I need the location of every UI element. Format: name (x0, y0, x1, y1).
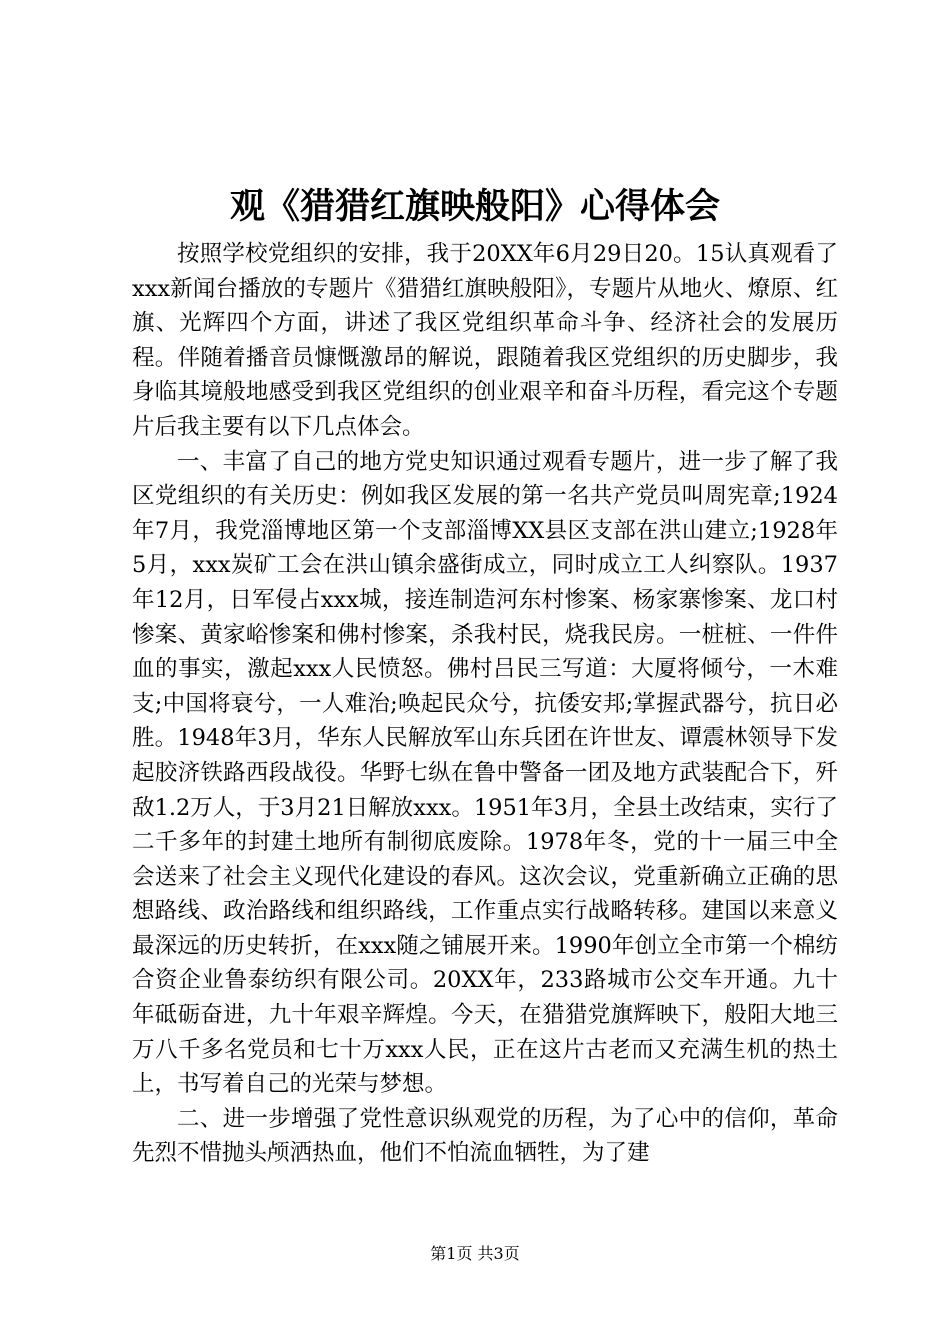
document-body (132, 237, 838, 1171)
paragraph-point-two: 二、进一步增强了党性意识纵观党的历程，为了心中的信仰，革命先烈不惜抛头颅洒热血，他们不怕流血牺牲，为了建 (132, 1105, 838, 1167)
document-title: 观《猎猎红旗映般阳》心得体会 (229, 186, 720, 227)
paragraph-point-one: 一、丰富了自己的地方党史知识通过观看专题片，进一步了解了我区党组织的有关历史：例如我区发展的第一名共产党员叫周宪章;1924年7月，我党淄博地区第一个支部淄博XX县区支部在洪山建立;1928年5月，xxx炭矿工会在洪山镇余盛街成立，同时成立工人纠察队。1937年12月，日军侵占xxx城，接连制造河东村惨案、杨家寨惨案、龙口村惨案、黄家峪惨案和佛村惨案，杀我村民，烧我民房。一桩桩、一件件血的事实，激起xxx人民愤怒。佛村吕民三写道：大厦将倾兮，一木难支;中国将衰兮，一人难治;唤起民众兮，抗倭安邦;掌握武器兮，抗日必胜。1948年3月，华东人民解放军山东兵团在许世友、谭震林领导下发起胶济铁路西段战役。华野七纵在鲁中警备一团及地方武装配合下，歼敌1.2万人，于3月21日解放xxx。1951年3月，全县土改结束，实行了二千多年的封建土地所有制彻底废除。1978年冬，党的十一届三中全会送来了社会主义现代化建设的春风。这次会议，党重新确立正确的思想路线、政治路线和组织路线，工作重点实行战略转移。建国以来意义最深远的历史转折，在xxx随之铺展开来。1990年创立全市第一个棉纺合资企业鲁泰纺织有限公司。20XX年，233路城市公交车开通。九十年砥砺奋进，九十年艰辛辉煌。今天，在猎猎党旗辉映下，般阳大地三万八千多名党员和七十万xxx人民，正在这片古老而又充满生机的热土上，书写着自己的光荣与梦想。 (132, 448, 838, 1098)
paragraph-intro: 按照学校党组织的安排，我于20XX年6月29日20。15认真观看了xxx新闻台播放的专题片《猎猎红旗映般阳》，专题片从地火、燎原、红旗、光辉四个方面，讲述了我区党组织革命斗争、经济社会的发展历程。伴随着播音员慷慨激昂的解说，跟随着我区党组织的历史脚步，我身临其境般地感受到我区党组织的创业艰辛和奋斗历程，看完这个专题片后我主要有以下几点体会。 (132, 241, 838, 440)
page-footer: 第1页 共3页 (430, 1244, 520, 1263)
